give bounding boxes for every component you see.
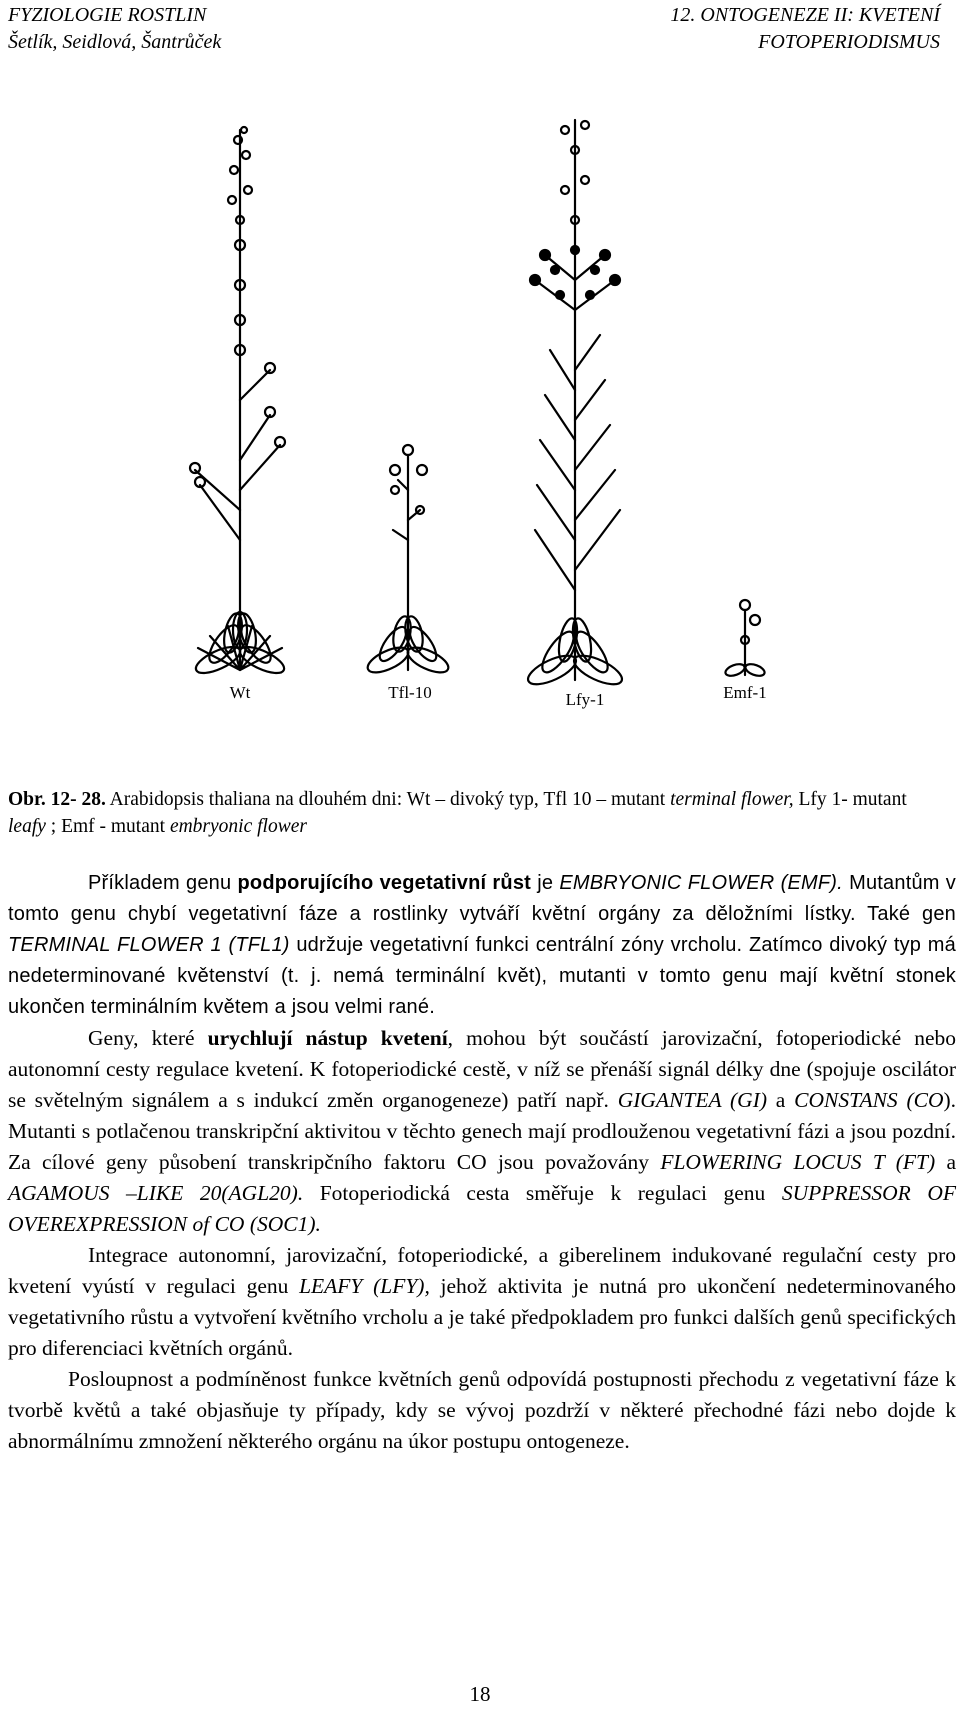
paragraph-sequence: Posloupnost a podmíněnost funkce květních genů odpovídá postupnosti přechodu z vegetativní fáze k tvorbě květů a také objasňuje ty případy, kdy se vývoj pozdrží v některé přechodné fázi nebo dojde k abnormálnímu zmnožení některého orgánu na úkor postupu ontogeneze. xyxy=(8,1367,956,1453)
plant-wt xyxy=(190,127,288,678)
paragraph-emf: Příkladem genu podporujícího vegetativní růst je EMBRYONIC FLOWER (EMF). Mutantům v tomto genu chybí vegetativní fáze a rostlinky vytváří květní orgány za děložními lístky. Také gen TERMINAL FLOWER 1 (TFL1) udržuje vegetativní funkci centrální zóny vrcholu. Zatímco divoký typ má nedeterminované květenství (t. j. nemá terminální květ), mutanti v tomto genu mají květní stonek ukončen terminálním květem a jsou velmi rané. xyxy=(8,872,957,1018)
course-title: FYZIOLOGIE ROSTLIN xyxy=(8,4,207,26)
paragraph-integration: Integrace autonomní, jarovizační, fotoperiodické, a giberelinem indukované regulační cesty pro kvetení vyústí v regulaci genu LEAFY (LFY), jehož aktivita je nutná pro ukončení nedeterminovaného vegetativního růstu a vytvoření květního vrcholu a je také předpokladem pro funkci dalších genů specifických pro diferenciaci květních orgánů. xyxy=(8,1243,956,1360)
authors: Šetlík, Seidlová, Šantrůček xyxy=(8,31,222,53)
paragraph-flowering-genes: Geny, které urychlují nástup kvetení, mohou být součástí jarovizační, fotoperiodické nebo autonomní cesty regulace kvetení. K fotoperiodické cestě, v níž se přenáší signál délky dne (spojuje oscilátor se světelným signálem a s indukcí změn organogeneze) patří např. GIGANTEA (GI) a CONSTANS (CO). Mutanti s potlačenou transkripční aktivitou v těchto genech mají prodlouženou vegetativní fázi a jsou pozdní. Za cílové geny působení transkripčního faktoru CO jsou považovány FLOWERING LOCUS T (FT) a AGAMOUS –LIKE 20(AGL20). Fotoperiodická cesta směřuje k regulaci genu SUPPRESSOR OF OVEREXPRESSION of CO (SOC1). xyxy=(8,1026,957,1236)
chapter-subtitle: FOTOPERIODISMUS xyxy=(758,31,940,53)
chapter-title: 12. ONTOGENEZE II: KVETENÍ xyxy=(670,4,940,26)
figure-caption: Obr. 12- 28. Arabidopsis thaliana na dlouhém dni: Wt – divoký typ, Tfl 10 – mutant terminal flower, Lfy 1- mutant leafy ; Emf - mutant embryonic flower xyxy=(8,789,907,837)
label-emf: Emf-1 xyxy=(723,683,767,702)
page-number: 18 xyxy=(469,1682,491,1706)
header-right xyxy=(670,2,940,56)
label-lfy: Lfy-1 xyxy=(565,690,605,709)
body-text xyxy=(8,868,956,1457)
caption-label: Obr. 12- 28. xyxy=(8,789,106,810)
label-tfl: Tfl-10 xyxy=(388,683,432,702)
header-left xyxy=(8,2,221,56)
plant-lfy xyxy=(524,120,626,690)
plant-emf xyxy=(724,600,766,678)
arabidopsis-figure xyxy=(0,70,960,790)
plant-tfl xyxy=(364,445,451,677)
label-wt: Wt xyxy=(229,683,251,702)
